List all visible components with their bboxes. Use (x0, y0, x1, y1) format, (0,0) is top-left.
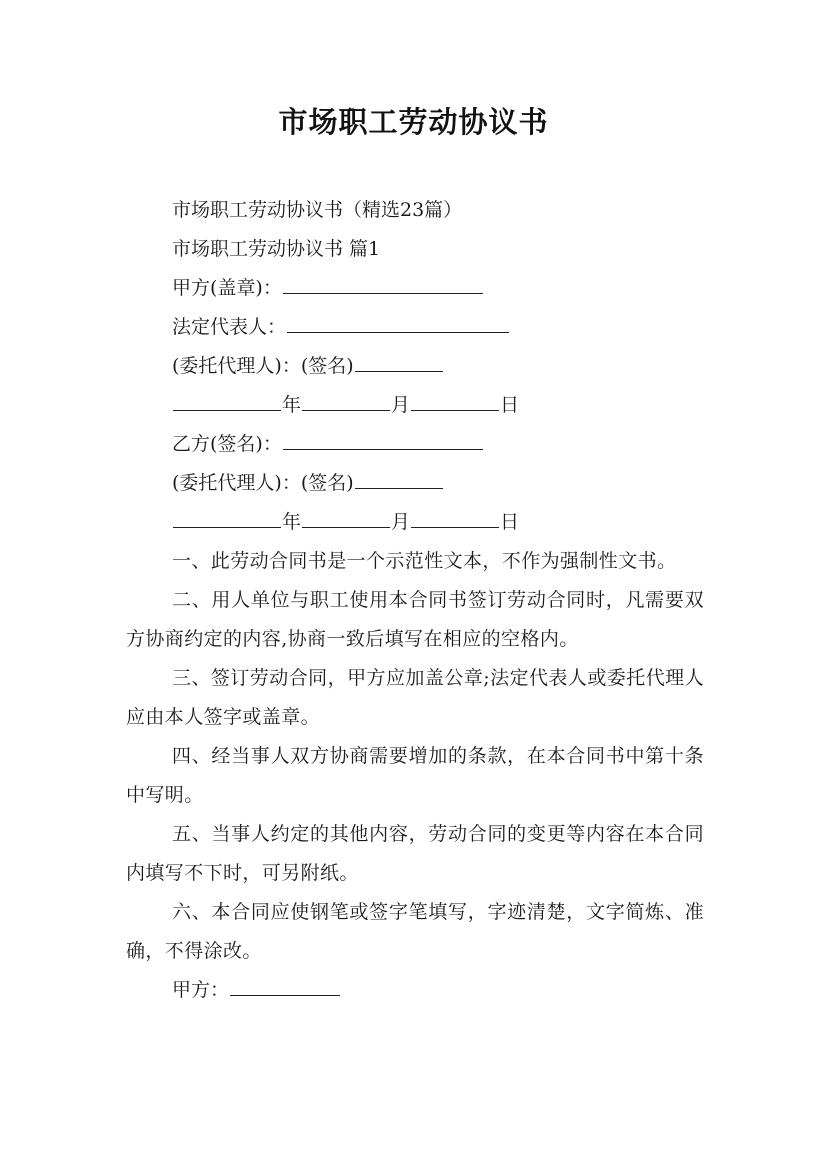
agent-sign-label-1: (委托代理人)：(签名) (172, 355, 354, 377)
party-a-label: 甲方： (172, 979, 230, 1001)
party-a-seal-label: 甲方(盖章)： (172, 277, 282, 299)
note-paragraph-6: 六、本合同应使钢笔或签字笔填写，字迹清楚，文字简炼、准确，不得涂改。 (126, 901, 704, 962)
note-paragraph-1: 一、此劳动合同书是一个示范性文本，不作为强制性文书。 (172, 550, 677, 572)
section-heading: 市场职工劳动协议书 篇1 (172, 238, 381, 260)
party-a-seal-line (126, 269, 704, 308)
date-line-2 (126, 503, 704, 542)
note-paragraph-5: 五、当事人约定的其他内容，劳动合同的变更等内容在本合同内填写不下时，可另附纸。 (126, 823, 704, 884)
month-blank-2 (302, 505, 390, 528)
day-label-1: 日 (500, 394, 520, 416)
legal-rep-label: 法定代表人： (172, 316, 287, 338)
agent-sign-line-2 (126, 464, 704, 503)
month-label-2: 月 (391, 511, 411, 533)
document-title: 市场职工劳动协议书 (278, 105, 549, 139)
note-paragraph-2: 二、用人单位与职工使用本合同书签订劳动合同时，凡需要双方协商约定的内容,协商一致后填写在相应的空格内。 (126, 589, 704, 650)
note-paragraph-4: 四、经当事人双方协商需要增加的条款，在本合同书中第十条中写明。 (126, 745, 704, 806)
date-line-1 (126, 386, 704, 425)
day-blank-2 (411, 505, 499, 528)
year-label-1: 年 (282, 394, 302, 416)
agent-sign-blank-1 (355, 349, 443, 372)
legal-rep-blank (287, 310, 509, 333)
month-blank-1 (302, 388, 390, 411)
day-blank-1 (411, 388, 499, 411)
agent-sign-blank-2 (355, 466, 443, 489)
legal-rep-line (126, 308, 704, 347)
note-paragraph-3: 三、签订劳动合同，甲方应加盖公章;法定代表人或委托代理人应由本人签字或盖章。 (126, 667, 704, 728)
party-a-seal-blank (283, 271, 483, 294)
agent-sign-label-2: (委托代理人)：(签名) (172, 472, 354, 494)
party-b-sign-line (126, 425, 704, 464)
agent-sign-line-1 (126, 347, 704, 386)
party-b-sign-label: 乙方(签名)： (172, 433, 282, 455)
document-subtitle: 市场职工劳动协议书（精选23篇） (172, 199, 463, 221)
month-label-1: 月 (391, 394, 411, 416)
document-body (126, 191, 704, 1010)
year-blank-1 (173, 388, 281, 411)
party-a-line (126, 971, 704, 1010)
party-b-sign-blank (283, 427, 483, 450)
day-label-2: 日 (500, 511, 520, 533)
party-a-blank (230, 973, 340, 996)
year-label-2: 年 (282, 511, 302, 533)
year-blank-2 (173, 505, 281, 528)
